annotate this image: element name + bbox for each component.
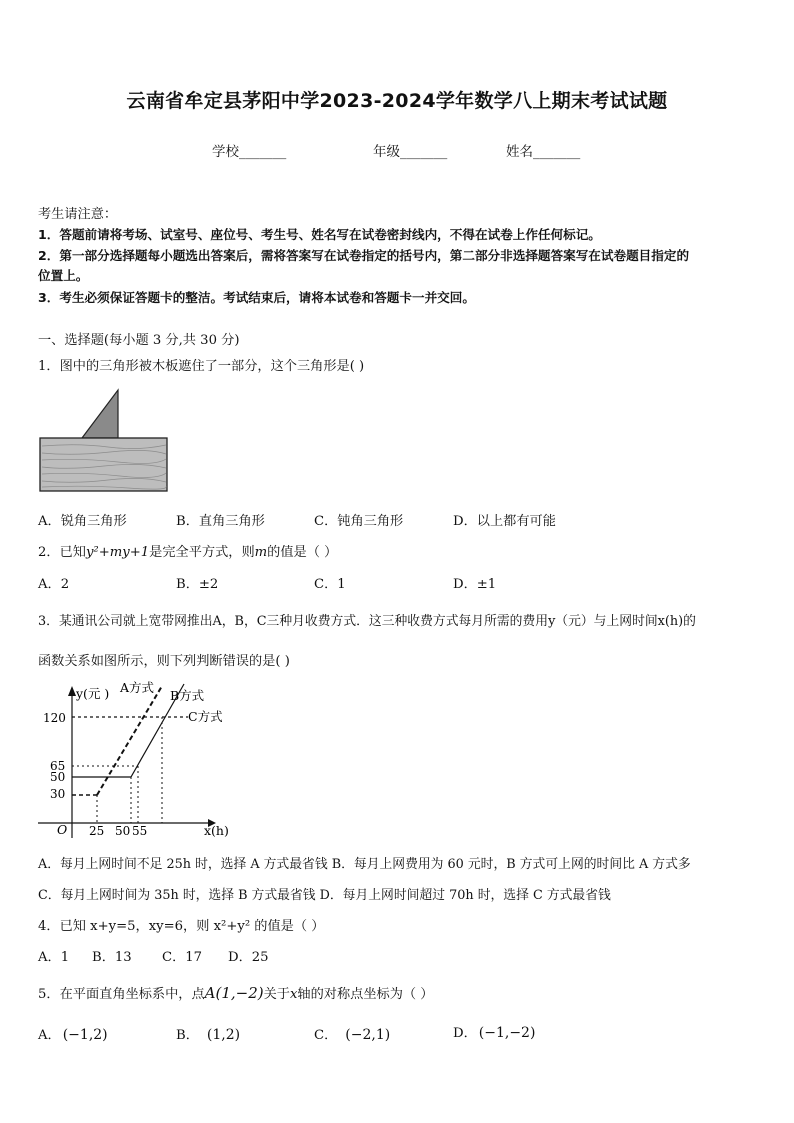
q2-expression: y²+my+1 (85, 545, 150, 560)
q2-stem-post: 的值是（ ） (267, 545, 338, 560)
school-field: 学校_______ (212, 144, 287, 160)
q5-option-d (453, 1022, 535, 1041)
notice-item-2: 2．第一部分选择题每小题选出答案后，需将答案写在试卷指定的括号内，第二部分非选择题答案写在试卷题目指定的 (38, 248, 690, 263)
q2-option-b: B．±2 (176, 577, 219, 592)
q5-point: A(1,−2) (204, 984, 264, 1002)
q5-option-d-label: D． (453, 1026, 477, 1041)
q1-option-d: D．以上都有可能 (453, 514, 556, 529)
xtick-25: 25 (89, 824, 105, 838)
q3-stem-line1: 3．某通讯公司就上宽带网推出A，B，C三种月收费方式．这三种收费方式每月所需的费用y（元）与上网时间x(h)的 (38, 614, 696, 629)
q1-option-c: C．钝角三角形 (314, 514, 404, 529)
q5-option-c-value: (−2,1) (345, 1027, 391, 1043)
x-axis-label: x(h) (204, 823, 229, 838)
y-axis-arrow (68, 686, 76, 696)
q5-stem (38, 983, 434, 1002)
xtick-55: 55 (132, 824, 148, 838)
q2-stem (38, 541, 337, 560)
ytick-30: 30 (50, 787, 66, 801)
q3-stem-line2: 函数关系如图所示，则下列判断错误的是( ) (38, 654, 290, 669)
q5-option-a (38, 1024, 108, 1043)
q2-option-d: D．±1 (453, 577, 497, 592)
q5-option-b-value: (1,2) (206, 1027, 241, 1043)
q2-variable: m (254, 545, 268, 560)
q1-option-b: B．直角三角形 (176, 514, 265, 529)
ytick-120: 120 (43, 711, 66, 725)
q1-option-a: A．锐角三角形 (38, 514, 127, 529)
q4-option-c: C．17 (162, 950, 203, 965)
q5-option-c (314, 1024, 390, 1043)
q4-option-a: A．1 (38, 950, 70, 965)
q2-option-a: A．2 (38, 577, 70, 592)
q5-option-c-label: C． (314, 1028, 338, 1043)
q3-options-row2: C．每月上网时间为 35h 时，选择 B 方式最省钱 D．每月上网时间超过 70h 时，选择 C 方式最省钱 (38, 888, 611, 903)
q4-stem: 4．已知 x+y=5，xy=6，则 x²+y² 的值是（ ） (38, 919, 325, 934)
section-heading: 一、选择题(每小题 3 分,共 30 分) (38, 333, 240, 348)
grade-field: 年级_______ (373, 144, 448, 160)
notice-heading: 考生请注意： (38, 207, 118, 222)
q5-stem-post: 轴的对称点坐标为（ ） (297, 987, 434, 1002)
q5-option-b-label: B． (176, 1028, 199, 1043)
ytick-65: 65 (50, 759, 66, 773)
wooden-board (40, 438, 167, 491)
triangle-board-figure (38, 388, 170, 494)
q5-stem-pre: 5．在平面直角坐标系中，点 (38, 987, 205, 1002)
q4-option-b: B．13 (92, 950, 132, 965)
q5-axis: x (289, 987, 298, 1002)
q4-option-d: D．25 (228, 950, 269, 965)
series-label-b: B方式 (170, 688, 205, 703)
notice-item-1: 1．答题前请将考场、试室号、座位号、考生号、姓名写在试卷密封线内，不得在试卷上作任何标记。 (38, 227, 601, 242)
q5-option-d-value: (−1,−2) (478, 1025, 536, 1041)
q5-option-b (176, 1024, 240, 1043)
q2-stem-mid: 是完全平方式，则 (149, 545, 255, 560)
q5-option-a-label: A． (38, 1028, 61, 1043)
origin-label: O (57, 822, 68, 837)
xtick-50: 50 (115, 824, 131, 838)
notice-item-3: 3．考生必须保证答题卡的整洁。考试结束后，请将本试卷和答题卡一并交回。 (38, 290, 475, 305)
q5-option-a-value: (−1,2) (62, 1027, 108, 1043)
q1-stem: 1．图中的三角形被木板遮住了一部分，这个三角形是( ) (38, 359, 365, 374)
q3-fee-graph (38, 678, 238, 840)
series-label-a: A方式 (120, 680, 155, 695)
notice-item-2-cont: 位置上。 (38, 268, 89, 283)
y-axis-label: y(元 ) (76, 686, 110, 701)
q2-option-c: C．1 (314, 577, 346, 592)
q3-options-row1: A．每月上网时间不足 25h 时，选择 A 方式最省钱 B．每月上网费用为 60 元时，B 方式可上网的时间比 A 方式多 (38, 857, 691, 872)
ytick-50: 50 (50, 770, 66, 784)
q5-stem-mid: 关于 (263, 987, 290, 1002)
series-label-c: C方式 (188, 709, 223, 724)
page-title: 云南省牟定县茅阳中学2023-2024学年数学八上期末考试试题 (126, 90, 668, 112)
q2-stem-pre: 2．已知 (38, 545, 86, 560)
name-field: 姓名_______ (506, 144, 581, 160)
triangle-shape (82, 390, 118, 438)
